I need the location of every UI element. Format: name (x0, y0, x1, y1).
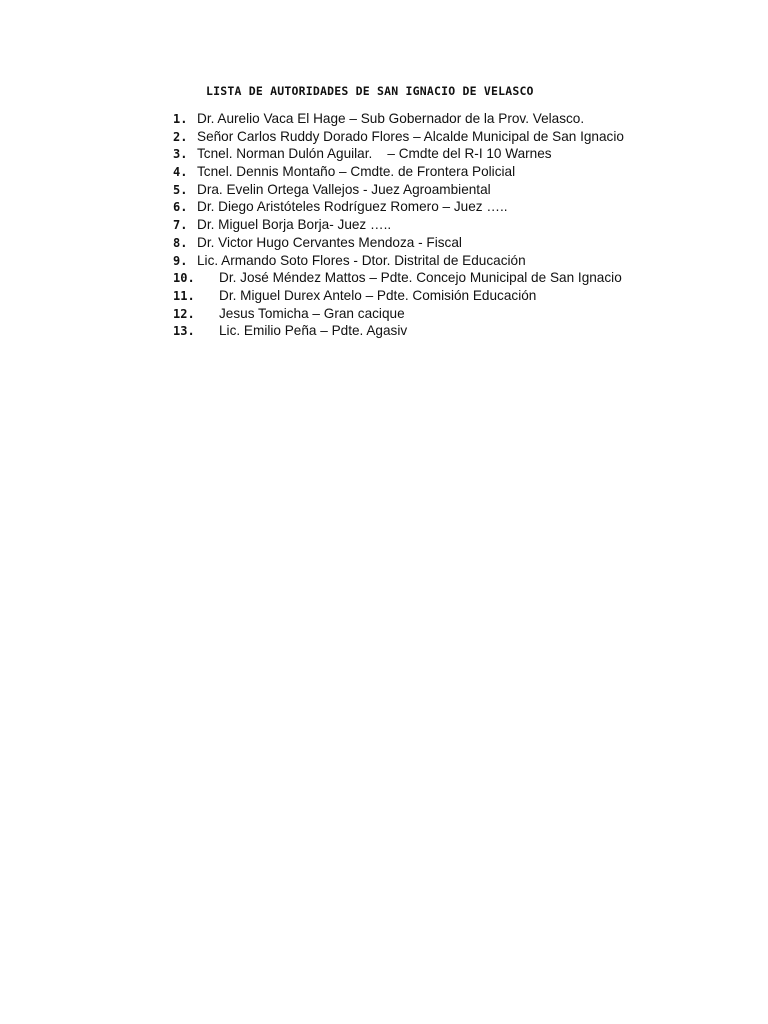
item-number: 6. (173, 200, 188, 215)
list-item (173, 252, 624, 270)
list-item (173, 128, 624, 146)
item-text: Dr. Diego Aristóteles Rodríguez Romero – Juez ….. (197, 199, 508, 215)
item-text: Dr. Victor Hugo Cervantes Mendoza - Fiscal (197, 234, 462, 250)
item-text: Lic. Armando Soto Flores - Dtor. Distrital de Educación (197, 252, 526, 268)
list-item (173, 269, 624, 287)
item-text: Dra. Evelin Ortega Vallejos - Juez Agroambiental (197, 181, 491, 197)
list-item (173, 322, 624, 340)
list-item (173, 110, 624, 128)
item-number: 8. (173, 235, 188, 250)
item-text: Tcnel. Norman Dulón Aguilar. – Cmdte del R-I 10 Warnes (197, 146, 552, 162)
item-number: 5. (173, 182, 188, 197)
list-item (173, 234, 624, 252)
item-number: 4. (173, 165, 188, 180)
item-text: Lic. Emilio Peña – Pdte. Agasiv (219, 323, 408, 339)
document-title: LISTA DE AUTORIDADES DE SAN IGNACIO DE VELASCO (206, 84, 534, 98)
list-item (173, 163, 624, 181)
item-number: 13. (173, 324, 195, 339)
item-text: Dr. José Méndez Mattos – Pdte. Concejo Municipal de San Ignacio (219, 270, 622, 286)
item-number: 3. (173, 147, 188, 162)
item-text: Jesus Tomicha – Gran cacique (219, 305, 405, 321)
item-text: Dr. Aurelio Vaca El Hage – Sub Gobernador de la Prov. Velasco. (197, 111, 585, 126)
item-text: Tcnel. Dennis Montaño – Cmdte. de Frontera Policial (197, 164, 516, 180)
list-item (173, 287, 624, 305)
list-item (173, 181, 624, 199)
item-number: 11. (173, 288, 195, 303)
item-number: 7. (173, 218, 188, 233)
item-number: 12. (173, 306, 195, 321)
item-text: Señor Carlos Ruddy Dorado Flores – Alcalde Municipal de San Ignacio (197, 128, 624, 144)
list-item (173, 216, 624, 234)
list-item (173, 305, 624, 323)
item-number: 10. (173, 271, 195, 286)
item-number: 1. (173, 112, 188, 126)
list-item (173, 198, 624, 216)
authorities-list (173, 110, 624, 340)
item-text: Dr. Miguel Durex Antelo – Pdte. Comisión Educación (219, 287, 537, 303)
item-number: 9. (173, 253, 188, 268)
item-number: 2. (173, 129, 188, 144)
list-item (173, 145, 624, 163)
item-text: Dr. Miguel Borja Borja- Juez ….. (197, 217, 392, 233)
